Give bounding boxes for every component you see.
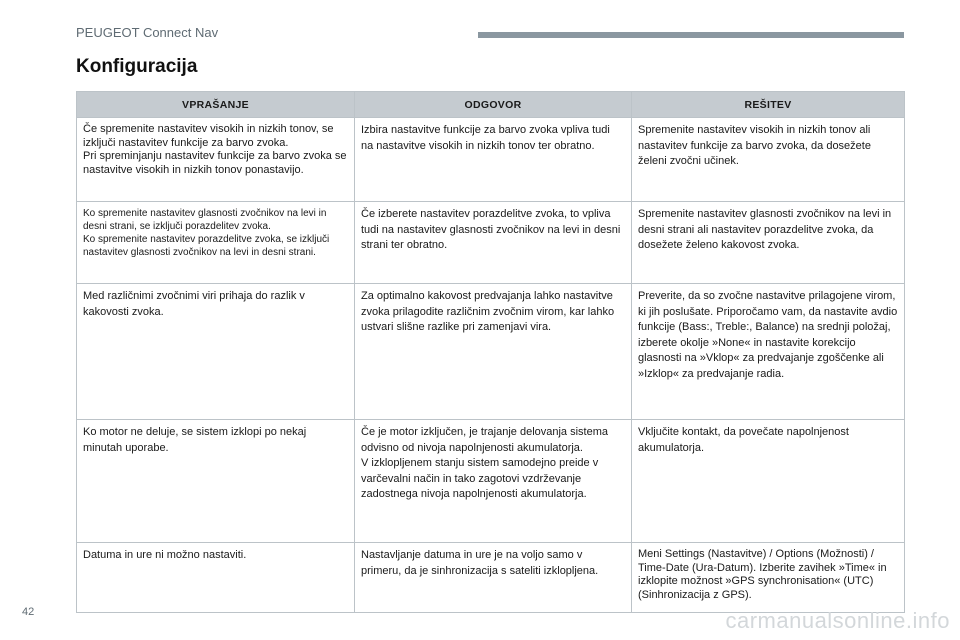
solution-cell: [632, 420, 905, 543]
header-bar: [478, 32, 904, 38]
solution-cell: [632, 543, 905, 613]
table-header-row: [77, 92, 905, 118]
question-text: Ko motor ne deluje, se sistem izklopi po nekaj minutah uporabe.: [83, 426, 307, 454]
answer-cell: [355, 543, 632, 613]
solution-text: Preverite, da so zvočne nastavitve prilagojene virom, ki jih poslušate. Priporočamo vam, da nastavite avdio funkcije (Bass:, Treble:, Balance) na srednji položaj, izberete okolje »None« in nastavite korekcijo glasnosti na »Vklop« za predvajanje zgoščenke ali »Izklop« za predvajanje radia.: [638, 290, 898, 380]
column-header-answer: ODGOVOR: [355, 92, 632, 118]
answer-cell: [355, 202, 632, 284]
table-row: [77, 420, 905, 543]
question-text: Datuma in ure ni možno nastaviti.: [83, 549, 247, 561]
table-row: [77, 202, 905, 284]
table-row: [77, 284, 905, 420]
solution-text: Spremenite nastavitev visokih in nizkih tonov ali nastavitev funkcije za barvo zvoka, da dosežete želeni zvočni učinek.: [638, 124, 871, 167]
solution-text: Spremenite nastavitev glasnosti zvočnikov na levi in desni strani ali nastavitev porazdelitve zvoka, da dosežete želeno kakovost zvoka.: [638, 208, 892, 251]
question-cell: [77, 284, 355, 420]
troubleshooting-table: [76, 91, 905, 613]
solution-text: Meni Settings (Nastavitve) / Options (Možnosti) / Time-Date (Ura-Datum). Izberite zavihek »Time« in izklopite možnost »GPS synchronisation« (UTC) (Sinhronizacija z GPS).: [638, 548, 887, 601]
watermark: carmanualsonline.info: [725, 608, 950, 633]
answer-text: Za optimalno kakovost predvajanja lahko nastavitve zvoka prilagodite različnim zvočnim virom, kar lahko ustvari slišne razlike pri zamenjavi vira.: [361, 290, 615, 333]
question-text: Med različnimi zvočnimi viri prihaja do razlik v kakovosti zvoka.: [83, 290, 305, 318]
question-text: Če spremenite nastavitev visokih in nizkih tonov, se izključi nastavitev funkcije za barvo zvoka. Pri spreminjanju nastavitev funkcije za barvo zvoka se nastavitve visokih in nizkih tonov ponastavijo.: [83, 123, 347, 176]
question-cell: [77, 420, 355, 543]
answer-cell: [355, 118, 632, 202]
answer-text: Nastavljanje datuma in ure je na voljo samo v primeru, da je sinhronizacija s sateliti izklopljena.: [361, 549, 599, 577]
answer-cell: [355, 284, 632, 420]
page-number: 42: [22, 606, 35, 618]
answer-text: Če izberete nastavitev porazdelitve zvoka, to vpliva tudi na nastavitev glasnosti zvočnikov na levi in desni strani ter obratno.: [361, 208, 621, 251]
solution-cell: [632, 284, 905, 420]
solution-cell: [632, 118, 905, 202]
question-text: Ko spremenite nastavitev glasnosti zvočnikov na levi in desni strani, se izključi porazdelitev zvoka. Ko spremenite nastavitev porazdelitve zvoka, se izključi nastavitev glasnosti zvočnikov na levi in desni strani.: [83, 208, 330, 258]
question-cell: [77, 543, 355, 613]
answer-text: Izbira nastavitve funkcije za barvo zvoka vpliva tudi na nastavitve visokih in nizkih tonov ter obratno.: [361, 124, 610, 152]
question-cell: [77, 118, 355, 202]
table-row: [77, 543, 905, 613]
question-cell: [77, 202, 355, 284]
solution-cell: [632, 202, 905, 284]
column-header-question: VPRAŠANJE: [77, 92, 355, 118]
answer-text: Če je motor izključen, je trajanje delovanja sistema odvisno od nivoja napolnjenosti akumulatorja. V izklopljenem stanju sistem samodejno preide v varčevalni način in tako zagotovi vzdrževanje zadostnega nivoja napolnjenosti akumulatorja.: [361, 426, 609, 500]
header-label: PEUGEOT Connect Nav: [76, 25, 219, 40]
answer-cell: [355, 420, 632, 543]
solution-text: Vključite kontakt, da povečate napolnjenost akumulatorja.: [638, 426, 849, 454]
table-row: [77, 118, 905, 202]
column-header-solution: REŠITEV: [632, 92, 905, 118]
page-title: Konfiguracija: [76, 56, 198, 77]
